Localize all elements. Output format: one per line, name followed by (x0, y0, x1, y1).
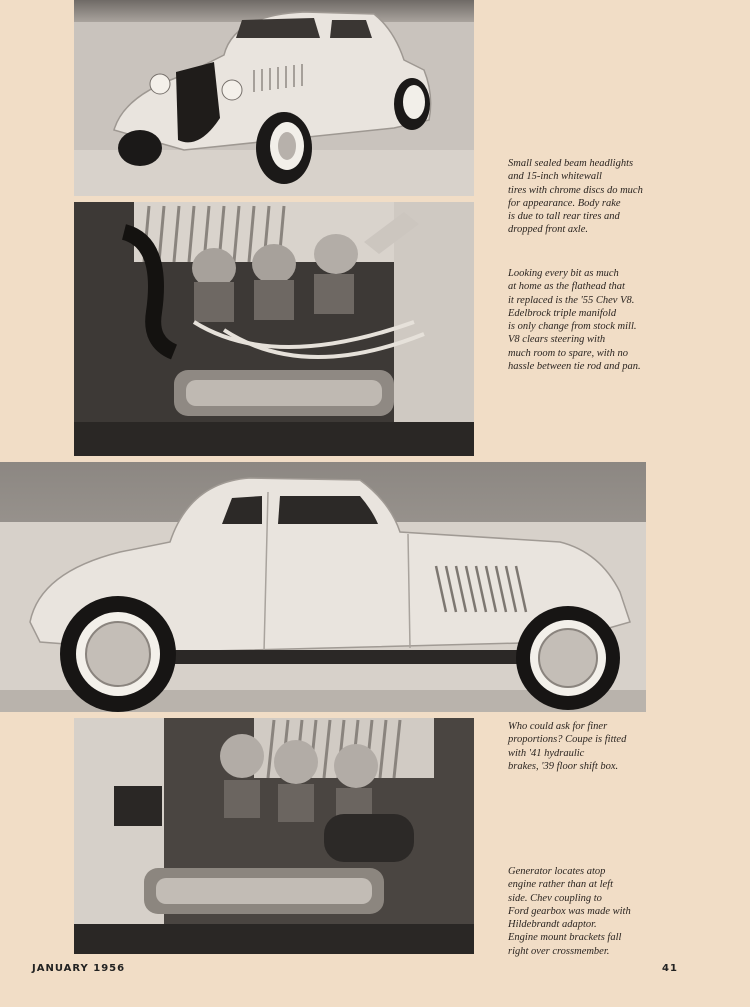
engine-generator-illustration (74, 718, 474, 954)
caption-line: with '41 hydraulic (508, 747, 585, 759)
caption-line: right over crossmember. (508, 945, 610, 957)
caption-line: Engine mount brackets fall (508, 932, 622, 944)
caption-line: Hildebrandt adaptor. (508, 919, 597, 931)
caption-line: brakes, '39 floor shift box. (508, 760, 619, 772)
caption-line: Edelbrock triple manifold (508, 307, 617, 319)
caption-line: side. Chev coupling to (508, 892, 602, 904)
caption-line: and 15-inch whitewall (508, 171, 602, 183)
caption-line: dropped front axle. (508, 224, 589, 236)
issue-date: JANUARY 1956 (32, 963, 126, 974)
caption-headlights (508, 157, 643, 237)
caption-line: much room to spare, with no (508, 347, 628, 359)
caption-line: hassle between tie rod and pan. (508, 361, 641, 373)
caption-line: tires with chrome discs do much (508, 184, 643, 196)
photo-coupe-profile (0, 462, 646, 712)
caption-line: is only change from stock mill. (508, 321, 637, 333)
engine-bay-illustration (74, 202, 474, 456)
coupe-profile-illustration (0, 462, 646, 712)
caption-line: Small sealed beam headlights (508, 158, 634, 169)
caption-line: is due to tall rear tires and (508, 211, 620, 223)
caption-generator (508, 865, 631, 958)
caption-line: Who could ask for finer (508, 721, 608, 732)
photo-engine-generator (74, 718, 474, 954)
caption-line: V8 clears steering with (508, 334, 606, 346)
caption-line: proportions? Coupe is fitted (508, 734, 627, 746)
page-number: 41 (662, 963, 678, 974)
caption-line: at home as the flathead that (508, 281, 625, 293)
caption-engine-swap (508, 267, 641, 373)
photo-engine-bay (74, 202, 474, 456)
coupe-front-illustration (74, 0, 474, 196)
caption-proportions (508, 720, 626, 773)
caption-line: engine rather than at left (508, 879, 613, 891)
caption-line: it replaced is the '55 Chev V8. (508, 294, 635, 306)
photo-coupe-front (74, 0, 474, 196)
caption-line: Ford gearbox was made with (508, 905, 631, 917)
caption-line: Generator locates atop (508, 866, 606, 877)
caption-line: for appearance. Body rake (508, 197, 621, 209)
caption-line: Looking every bit as much (508, 268, 619, 279)
